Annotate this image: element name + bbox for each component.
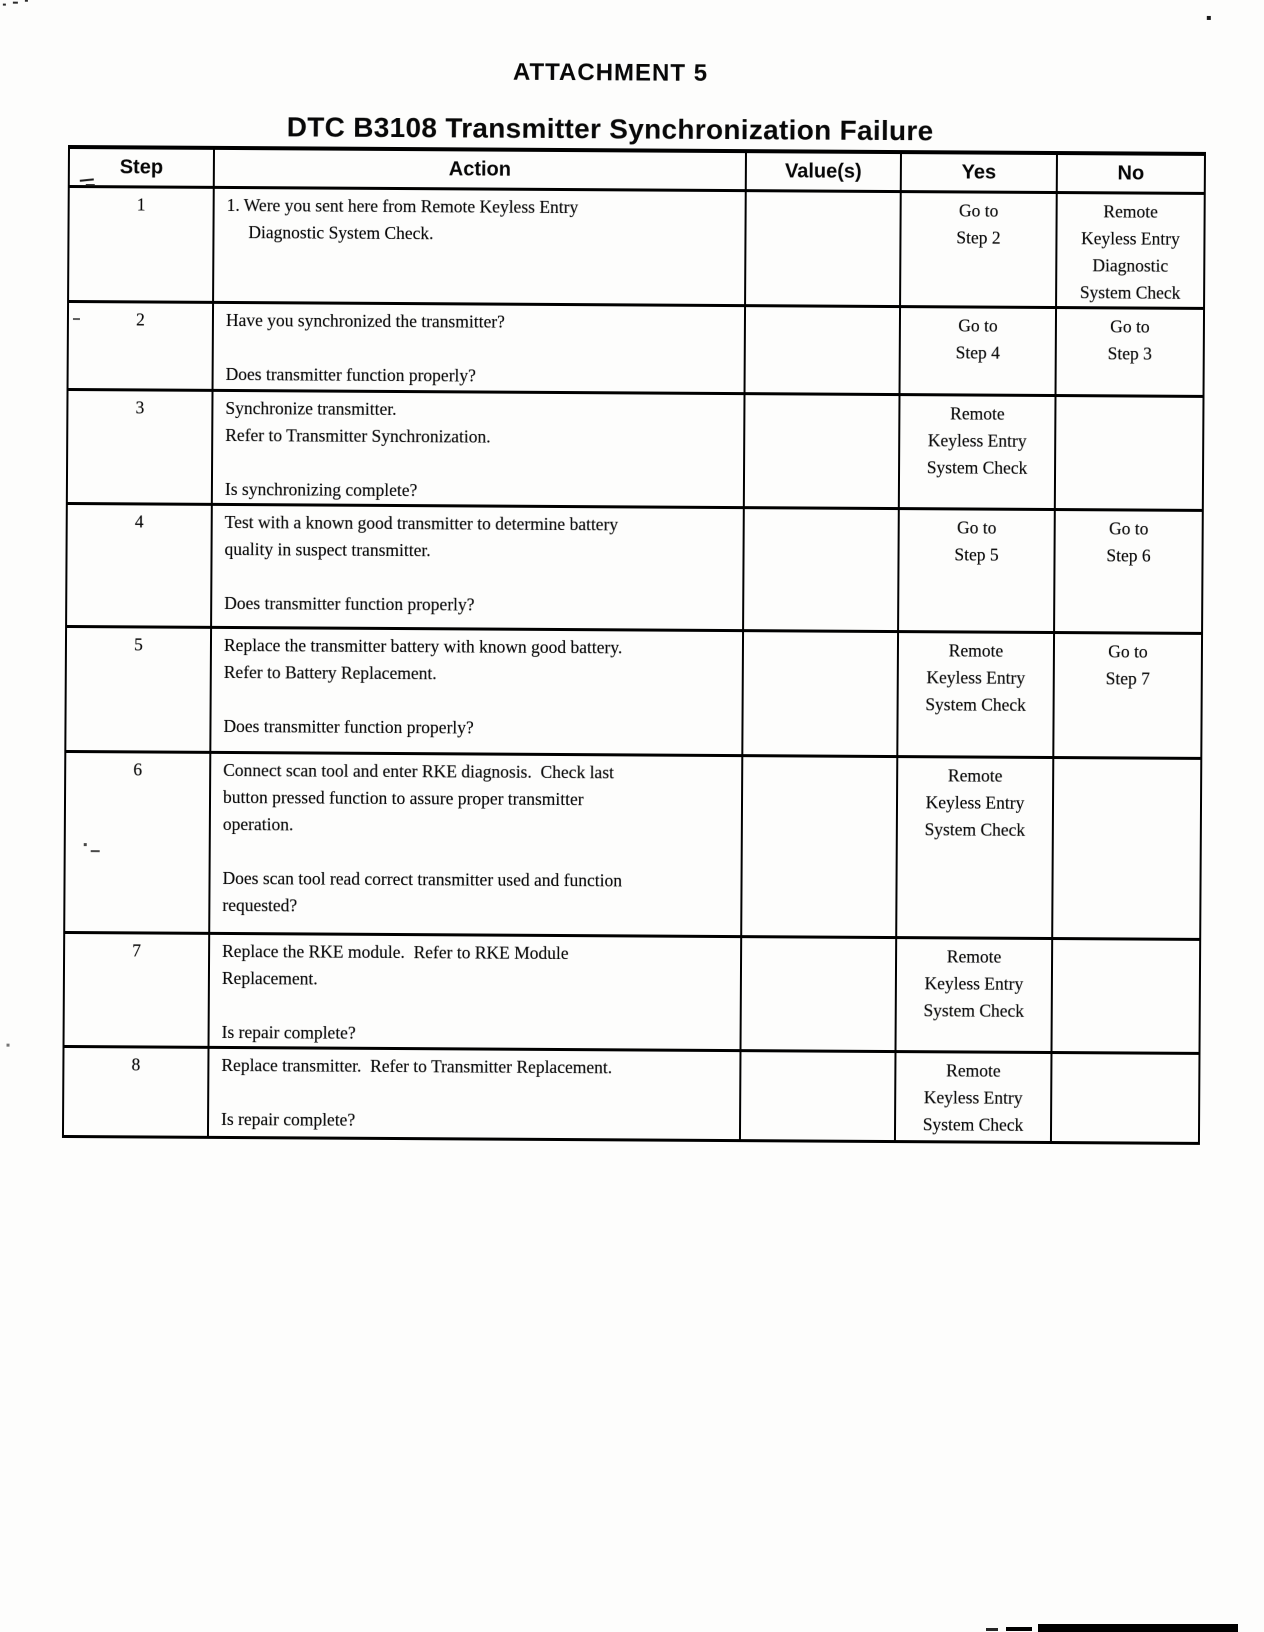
values-cell — [743, 508, 899, 632]
no-cell — [1051, 939, 1200, 1054]
no-cell: Go to Step 7 — [1053, 633, 1202, 759]
no-cell — [1051, 1053, 1200, 1144]
table-row — [68, 186, 1205, 308]
scan-smudge — [84, 843, 87, 846]
no-cell — [1052, 758, 1201, 940]
scan-speck — [1207, 16, 1211, 20]
yes-cell: Remote Keyless Entry System Check — [899, 395, 1056, 510]
scan-speck — [7, 1044, 10, 1047]
step-cell: 1 — [68, 186, 214, 302]
values-cell — [741, 756, 897, 938]
action-cell: Replace the transmitter battery with known good battery. Refer to Battery Replacement. Does transmitter function properly? — [210, 627, 743, 755]
column-header-step: Step — [69, 147, 214, 187]
yes-cell: Go to Step 2 — [900, 192, 1057, 308]
header-row — [69, 147, 1205, 193]
yes-cell: Remote Keyless Entry System Check — [896, 757, 1053, 939]
step-cell: 2 — [68, 301, 214, 390]
values-cell — [740, 1051, 896, 1142]
no-cell: Go to Step 6 — [1054, 510, 1203, 634]
action-cell: Connect scan tool and enter RKE diagnosis. Check last button pressed function to assure proper transmitter operation. Does scan tool read correct transmitter used and function requested? — [209, 752, 742, 936]
table-row — [68, 301, 1205, 396]
scan-smudge — [73, 318, 80, 320]
column-header-values: Value(s) — [746, 151, 901, 191]
column-header-yes: Yes — [901, 152, 1057, 192]
action-cell: Replace transmitter. Refer to Transmitter Replacement. Is repair complete? — [208, 1047, 741, 1140]
scan-smudge — [91, 850, 100, 852]
action-cell: 1. Were you sent here from Remote Keyless Entry Diagnostic System Check. — [213, 187, 746, 305]
scan-edge-bar — [1006, 1627, 1032, 1631]
step-cell: 5 — [65, 626, 211, 752]
table-row — [65, 626, 1202, 758]
no-cell — [1055, 396, 1204, 511]
action-cell: Have you synchronized the transmitter? Does transmitter function properly? — [213, 302, 746, 393]
yes-cell: Remote Keyless Entry System Check — [895, 1052, 1052, 1143]
table-row — [63, 1046, 1200, 1143]
action-cell: Test with a known good transmitter to determine battery quality in suspect transmitter. Does transmitter function properly? — [211, 504, 744, 630]
column-header-no: No — [1057, 153, 1205, 193]
table-row — [66, 503, 1203, 633]
step-cell: 4 — [66, 503, 212, 627]
action-cell: Replace the RKE module. Refer to RKE Module Replacement. Is repair complete? — [209, 933, 742, 1050]
no-cell: Remote Keyless Entry Diagnostic System Check — [1056, 193, 1205, 309]
yes-cell: Go to Step 4 — [900, 307, 1057, 396]
values-cell — [742, 631, 898, 757]
values-cell — [740, 937, 896, 1052]
column-header-action: Action — [214, 148, 746, 191]
scan-edge-bar — [986, 1628, 998, 1631]
values-cell — [745, 191, 901, 307]
yes-cell: Remote Keyless Entry System Check — [897, 632, 1054, 758]
step-cell: 7 — [64, 932, 210, 1047]
document-title: DTC B3108 Transmitter Synchronization Failure — [286, 111, 934, 147]
attachment-label: ATTACHMENT 5 — [512, 58, 709, 87]
table-row — [64, 751, 1201, 939]
table-row — [67, 389, 1204, 510]
scan-smudge — [1, 0, 35, 7]
diagnostic-table — [62, 145, 1206, 1145]
no-cell: Go to Step 3 — [1056, 308, 1205, 397]
yes-cell: Remote Keyless Entry System Check — [895, 938, 1052, 1053]
action-cell: Synchronize transmitter. Refer to Transmitter Synchronization. Is synchronizing complete? — [212, 390, 745, 507]
scan-smudge — [86, 184, 95, 186]
values-cell — [745, 306, 901, 395]
values-cell — [744, 394, 900, 509]
scan-edge-bar — [1038, 1624, 1238, 1632]
step-cell: 6 — [64, 751, 210, 933]
step-cell: 3 — [67, 389, 213, 504]
table-row — [64, 932, 1201, 1053]
step-cell: 8 — [63, 1046, 209, 1137]
yes-cell: Go to Step 5 — [898, 509, 1055, 633]
